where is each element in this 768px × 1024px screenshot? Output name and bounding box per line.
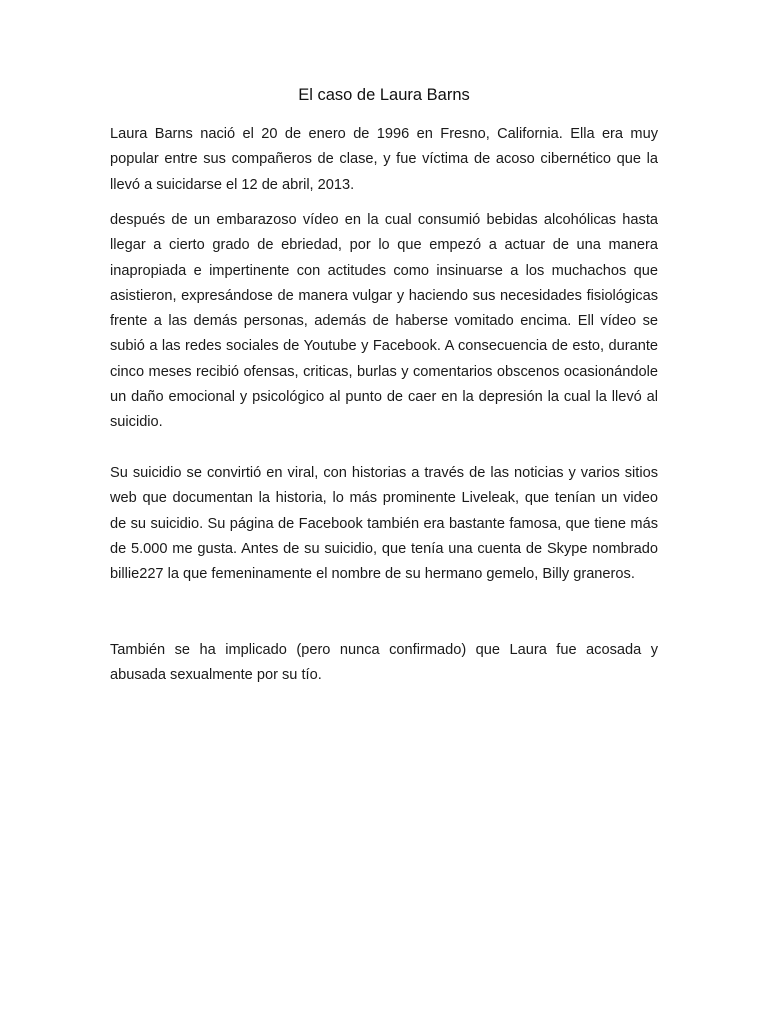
- paragraph-viral-suicide: Su suicidio se convirtió en viral, con historias a través de las noticias y varios sitios web que documentan la historia, lo más prominente Liveleak, que tenían un video de su suicidio. Su página de Facebook también era bastante famosa, que tiene más de 5.000 me gusta. Antes de su suicidio, que tenía una cuenta de Skype nombrado billie227 la que femeninamente el nombre de su hermano gemelo, Billy graneros.: [110, 465, 658, 583]
- document-title: El caso de Laura Barns: [298, 86, 470, 104]
- paragraph-birth-and-death: Laura Barns nació el 20 de enero de 1996 en Fresno, California. Ella era muy popular entre sus compañeros de clase, y fue víctima de acoso cibernético que la llevó a suicidarse el 12 de abril, 2013.: [110, 126, 658, 193]
- paragraph-abuse-allegation: También se ha implicado (pero nunca confirmado) que Laura fue acosada y abusada sexualmente por su tío.: [110, 642, 658, 684]
- paragraph-video-incident: después de un embarazoso vídeo en la cual consumió bebidas alcohólicas hasta llegar a cierto grado de ebriedad, por lo que empezó a actuar de una manera inapropiada e impertinente con actitudes como insinuarse a los muchachos que asistieron, expresándose de manera vulgar y haciendo sus necesidades fisiológicas frente a las demás personas, además de haberse vomitado encima. Ell vídeo se subió a las redes sociales de Youtube y Facebook. A consecuencia de esto, durante cinco meses recibió ofensas, criticas, burlas y comentarios obscenos ocasionándole un daño emocional y psicológico al punto de caer en la depresión la cual la llevó al suicidio.: [110, 212, 658, 431]
